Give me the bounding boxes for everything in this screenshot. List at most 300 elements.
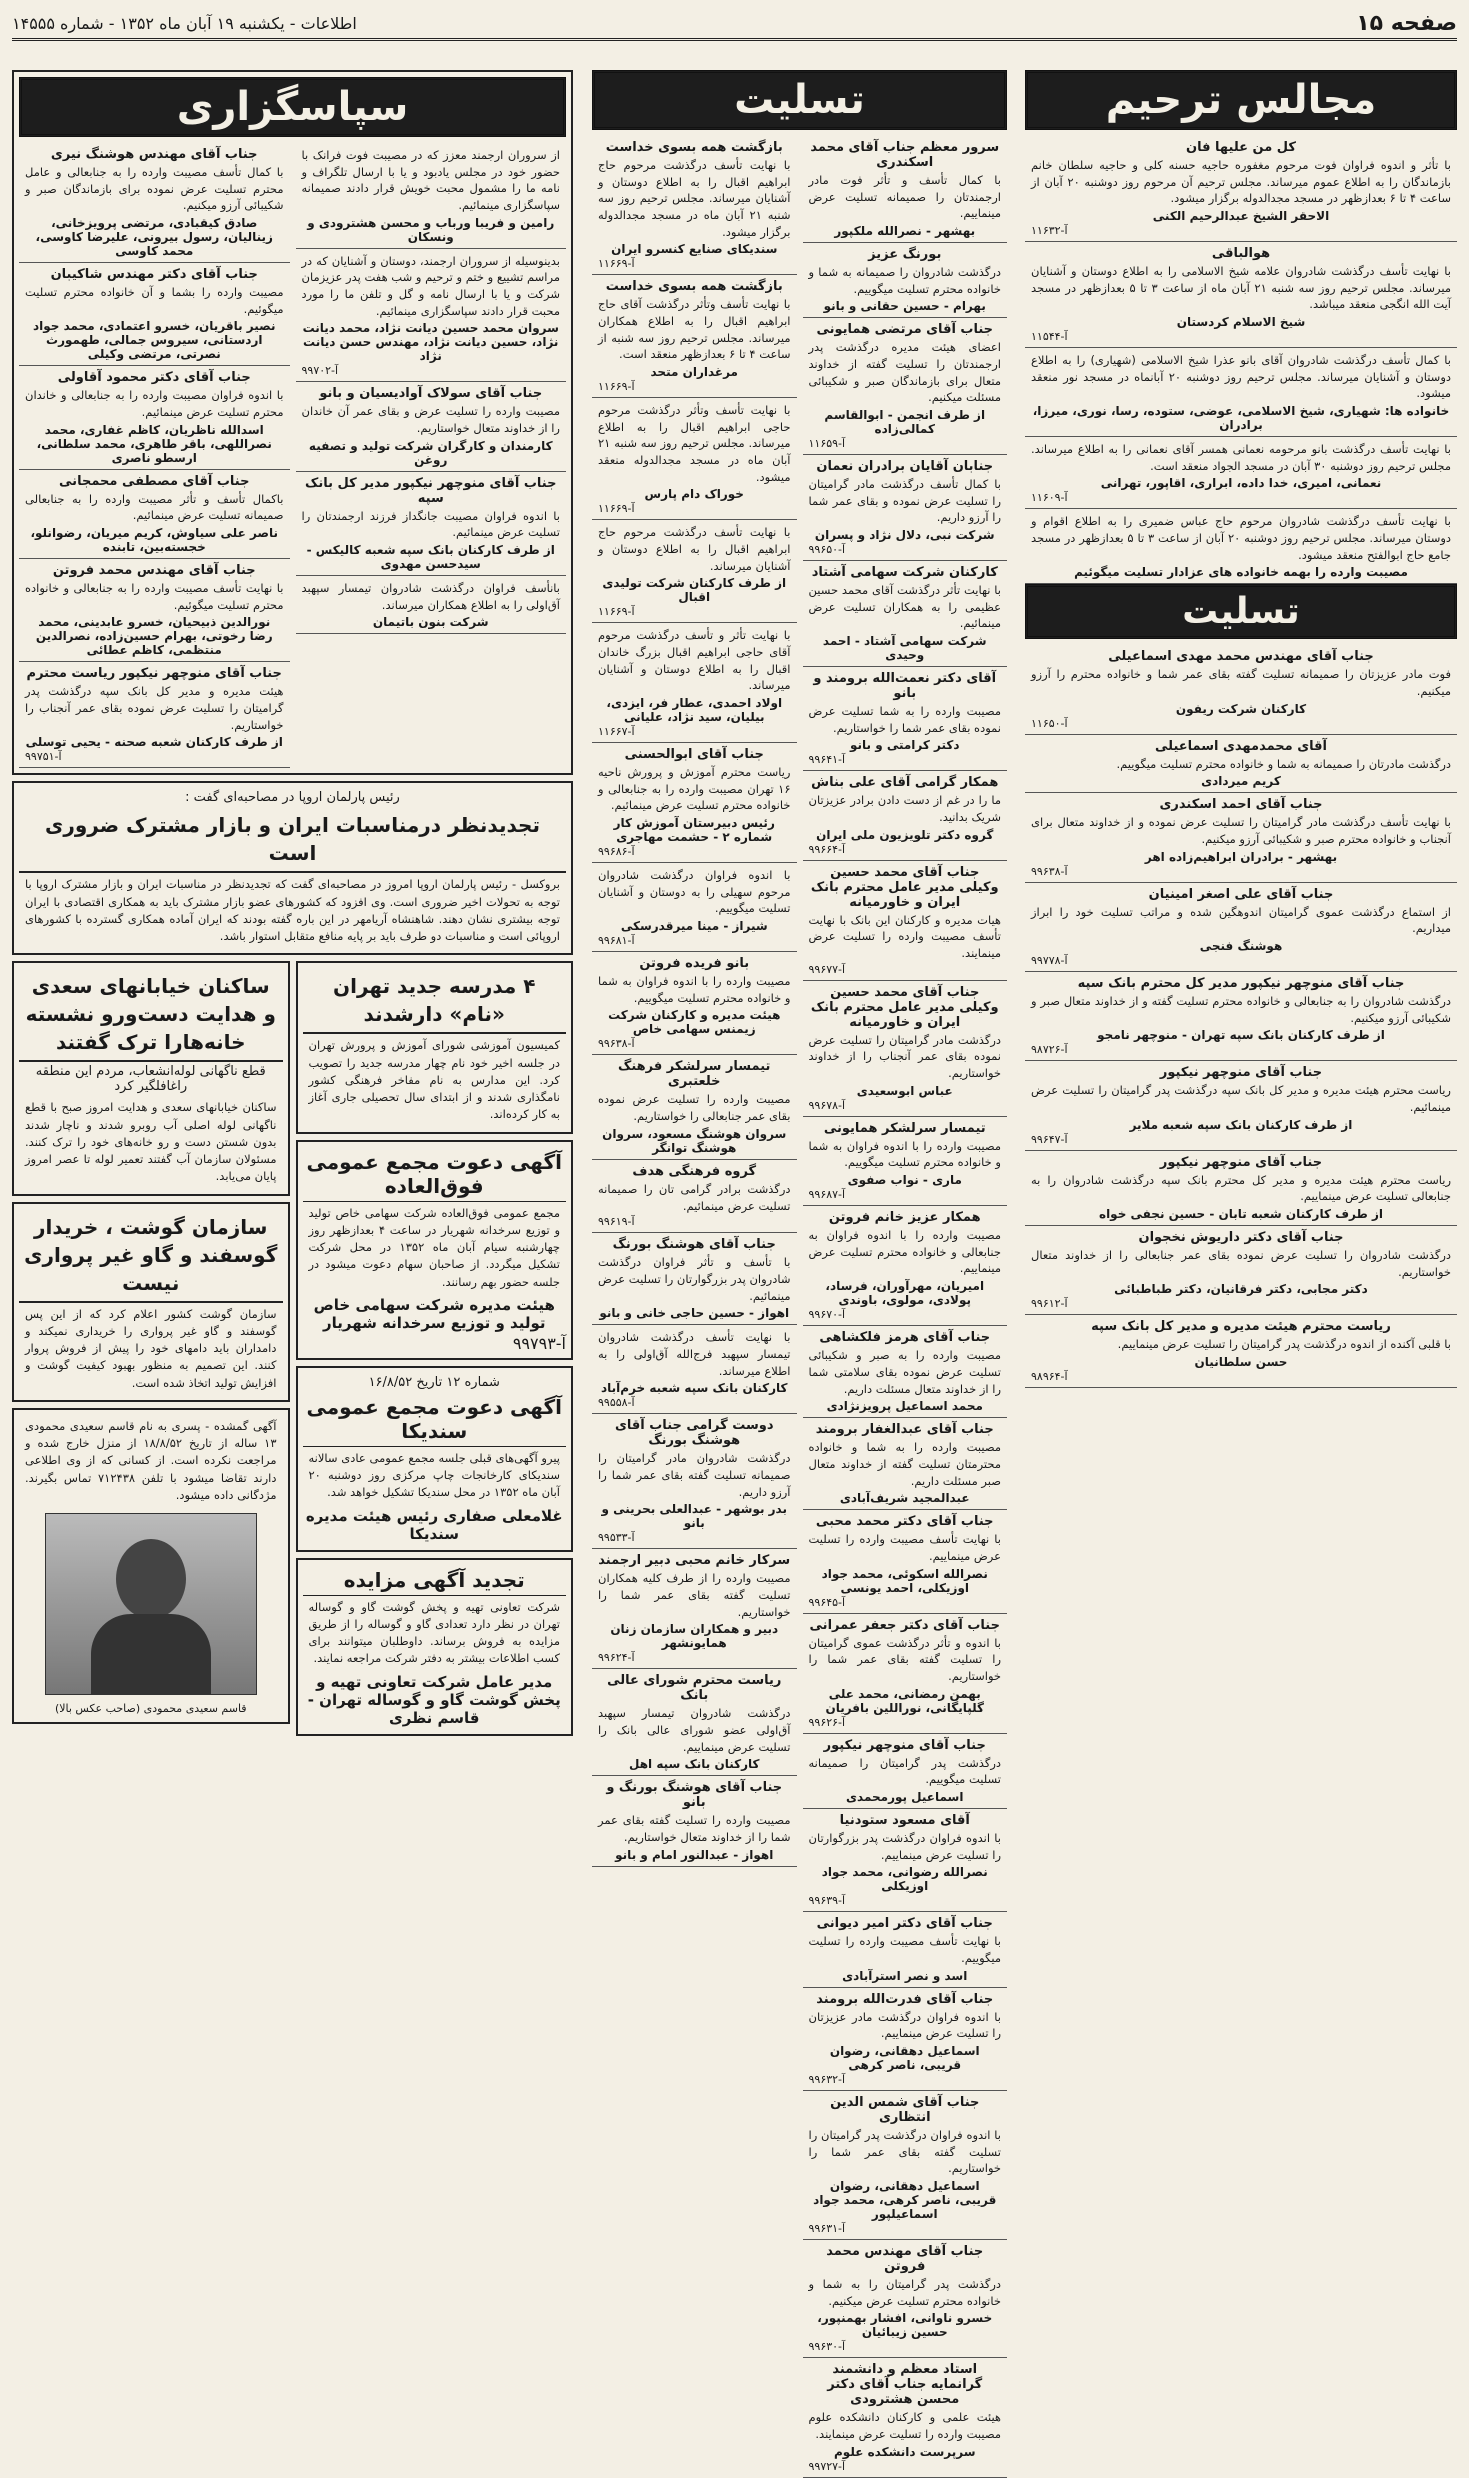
notice-title: جناب آقای منوچهر نیکپور: [1159, 1154, 1323, 1170]
notice: [296, 249, 567, 383]
notice-body: اعضای هیئت مدیره درگذشت پدر ارجمندتان را تسلیت گفته از خداوند متعال برای بازماندگان صبر و شکیبائی مسئلت میکنیم.: [808, 340, 1001, 405]
notice-signature: بهمن رمضانی، محمد علی گلپایگانی، نوراللین بافریان: [825, 1686, 985, 1715]
article-headline: ۴ مدرسه جدید تهران «نام» دارشدند: [303, 968, 567, 1034]
notice-body: درگذشت مادرتان را صمیمانه به شما و خانواده محترم تسلیت میگوییم.: [1116, 756, 1451, 771]
notice-code: آ-۱۱۶۶۹: [598, 257, 635, 271]
banner-condolence-right: تسلیت: [1025, 584, 1457, 639]
notice: [1025, 1226, 1457, 1315]
notice-code: آ-۹۹۶۲۶: [808, 1715, 846, 1729]
notice-code: آ-۹۹۶۴۱: [808, 753, 846, 767]
notice-signature: از طرف کارکنان شعبه تابان - حسین نجفی خواه: [1098, 1207, 1384, 1222]
notice-signature: کارکنان بانک سپه اهل: [629, 1757, 760, 1772]
condolence-notices-middle-b: [592, 136, 797, 2478]
thanks-notices-a: [296, 143, 567, 768]
notice-signature: هیئت مدیره و کارکنان شرکت زیمنس سهامی خاص: [608, 1008, 781, 1037]
notice-signature: رئیس دبیرستان آموزش کار شماره ۲ - حشمت مهاجری: [613, 816, 775, 845]
notice-body: درگذشت پدر گرامیتان را صمیمانه تسلیت میگوییم.: [808, 1755, 1001, 1787]
notice-title: جناب آقای دکتر محمود آقاولی: [57, 370, 251, 386]
ad-body: پیرو آگهی‌های قبلی جلسه مجمع عمومی عادی سالانه سندیکای کارخانجات چاپ مرکزی روز دوشنبه ۲۰ آبان ماه ۱۳۵۲ در محل سندیکا تشکیل خواهد شد.: [308, 1450, 560, 1500]
notice-signature: از طرف کارکنان شرکت تولیدی اقبال: [602, 576, 787, 605]
notice-title: جناب آقای ابوالحسنی: [624, 747, 764, 763]
notice-title: سرور معظم جناب آقای محمد اسکندری: [810, 140, 1000, 170]
ad-body: مجمع عمومی فوق‌العاده شرکت سهامی خاص تولید و توزیع سرخدانه شهریار در ساعت ۴ بعدازظهر روز چهارشنبه سیام آبان ماه ۱۳۵۲ در محل شرکت تشکیل میگردد. از صاحبان سهام دعوت میشود در جلسه حضور بهم رسانند.: [308, 1205, 560, 1289]
notice: [19, 263, 290, 366]
article-meat: [12, 1202, 290, 1402]
notice: [803, 1510, 1008, 1613]
notice: [1025, 242, 1457, 348]
notice: [592, 863, 797, 952]
notice-body: با اندوه و تأثر درگذشت عموی گرامیتان را تسلیت گفته بقای عمر شما را خواستاریم.: [808, 1635, 1001, 1683]
notice-signature: امیریان، مهرآوران، فرساد، پولادی، مولوی، باوندی: [825, 1279, 985, 1308]
notice-body: با نهایت تأثر درگذشت آقای محمد حسین عظیمی را به همکاران تسلیت عرض مینمائیم.: [808, 583, 1001, 631]
notice: [592, 1414, 797, 1549]
notice-title: دوست گرامی جناب آقای هوشنگ بورنگ: [614, 1418, 774, 1449]
notice-title: جناب آقای مهندس محمد مهدی اسماعیلی: [1108, 649, 1374, 665]
notice-signature: محمد اسماعیل پرویزنژادی: [826, 1399, 983, 1414]
notice: [803, 455, 1008, 561]
notice-title: جناب آقای منوچهر نیکپور: [1159, 1065, 1323, 1081]
notice-code: آ-۹۹۶۲۴: [598, 1651, 635, 1665]
notice-code: آ-۹۹۶۳۱: [808, 2221, 846, 2235]
notice: [19, 470, 290, 559]
notice-title: جناب آقای شمس الدین انتظاری: [830, 2094, 980, 2125]
notice: [803, 861, 1008, 981]
photo-caption: قاسم سعیدی محمودی (صاحب عکس بالا): [54, 1702, 247, 1716]
notice-signature: دبیر و همکاران سازمان زنان همایونشهر: [610, 1622, 779, 1651]
notice-signature: از طرف کارکنان بانک سپه تهران - منوچهر نامجو: [1097, 1028, 1385, 1043]
notice: [1025, 437, 1457, 509]
notice-title: جناب آقای دکتر امیر دیوانی: [816, 1916, 993, 1932]
notice-body: ما را در غم از دست دادن برادر عزیزتان شریک بدانید.: [808, 793, 1001, 825]
article-europe: [12, 781, 573, 955]
notice-body: با نهایت تأسف درگذشت شادروان مرحوم حاج عباس ضمیری را به اطلاع اقوام و دوستان میرساند. مجلس ترحیم روز دوشنبه ۲۰ آبان از ساعت ۳ تا ۵ بعدازظهر در مسجد جامع حاج ابوالفتح منعقد میشود.: [1031, 514, 1452, 562]
article-headline: سازمان گوشت ، خریدار گوسفند و گاو غیر پرواری نیست: [19, 1209, 283, 1303]
ad-auction: [296, 1558, 574, 1736]
notice-body: با نهایت تأسف وتأثر درگذشت مرحوم حاجی ابراهیم اقبال را به اطلاع میرساند. مجلس ترحیم روز سه شنبه ۲۱ آبان ماه در مسجد مجدالدوله منعقد میشود.: [598, 403, 791, 484]
notice-body: با تأسف و تأثر فراوان درگذشت شادروان پدر بزرگوارتان را تسلیت عرض مینمائیم.: [598, 1255, 791, 1303]
notice-body: مصیبت وارده را به شما تسلیت عرض نموده بقای عمر شما را خواستاریم.: [808, 704, 1001, 735]
notice-title: تیمسار سرلشکر فرهنگ خلعتبری: [618, 1059, 771, 1090]
notice-body: درگذشت شادروان را به جنابعالی و خانواده محترم تسلیت گفته و از خداوند متعال صبر و شکیبائی آرزو میکنیم.: [1031, 994, 1451, 1025]
notice-title: جناب آقای عبدالغفار برومند: [815, 1422, 994, 1438]
notice: [592, 1233, 797, 1325]
portrait-photo: [45, 1513, 257, 1695]
notice-title: جناب آقای مصطفی محمجانی: [59, 473, 250, 489]
notice-title: جناب آقای محمد حسین وکیلی مدیر عامل محترم بانک ایران و خاورمیانه: [810, 984, 999, 1030]
notice-body: با اندوه فراوان درگذشت شادروان مرحوم سهیلی را به دوستان و آشنایان تسلیت میگوییم.: [598, 868, 791, 916]
notice-signature: اسماعیل دهقانی، رضوان قریبی، ناصر کرهی، محمد جواد اسماعیلپور: [813, 2178, 997, 2221]
notice: [19, 143, 290, 263]
notice-body: مصیبت وارده را با اندوه فراوان به شما و خانواده محترم تسلیت میگوییم.: [598, 974, 791, 1005]
notice-body: با نهایت تأسف درگذشت شادروان تیمسار سپهبد فرج‌الله آق‌اولی را به اطلاع میرساند.: [598, 1330, 791, 1378]
notice-title: جناب آقای منوچهر نیکپور: [823, 1737, 986, 1753]
notice: [19, 662, 290, 768]
notice-title: جناب آقای فدرت‌الله برومند: [816, 1991, 994, 2007]
notice: [803, 771, 1008, 860]
notice-signature: شیخ الاسلام کردستان: [1176, 315, 1306, 330]
notice-code: آ-۹۹۶۷۸: [808, 1098, 846, 1112]
column-middle: [592, 70, 1007, 2478]
notice-signature: عباس ابوسعیدی: [856, 1083, 953, 1098]
notice-signature: گروه دکتر تلویزیون ملی ایران: [816, 827, 994, 842]
notice-body: ریاست محترم هیئت مدیره و مدیر کل محترم بانک سپه درگذشت شادروان را به جنابعالی تسلیت عرض مینماییم.: [1031, 1172, 1451, 1204]
notice: [1025, 645, 1457, 734]
notice-body: باکمال تأسف و تأثر مصیبت وارده را به جنابعالی صمیمانه تسلیت عرض مینمائیم.: [25, 491, 284, 523]
notice-code: آ-۹۹۶۳۲: [808, 2072, 846, 2086]
notice-body: با نهایت تأسف درگذشت مرحوم حاج ابراهیم اقبال را به اطلاع دوستان و آشنایان میرساند. مجلس ترحیم روز سه شنبه ۲۱ آبان ماه در مسجد مجدالدوله برگزار میشود.: [598, 158, 791, 239]
notice-signature: مرغداران متحد: [650, 365, 738, 380]
notice: [803, 561, 1008, 667]
notice-signature: اسدالله ناظریان، کاظم غفاری، محمد نصراللهی، باقر طاهری، محمد سلطانی، ارسطو ناصری: [36, 422, 272, 465]
condolence-notices-middle-a: [803, 136, 1008, 2478]
notice-signature: نعمانی، امیری، خدا داده، ابراری، اقاپور، تهرانی: [1100, 476, 1382, 491]
notice-body: با نهایت تأسف درگذشت مرحوم حاج ابراهیم اقبال را به اطلاع دوستان و آشنایان میرساند.: [598, 525, 791, 573]
notice-title: جناب آقای هرمز فلکشاهی: [819, 1330, 991, 1346]
notice-signature: کارمندان و کارگران شرکت تولید و تصفیه روغن: [308, 438, 553, 467]
notice-body: هیات مدیره و کارکنان این بانک با نهایت تأسف مصیبت وارده را تسلیت عرض مینمایند.: [808, 912, 1001, 961]
notice: [1025, 793, 1457, 882]
notice-body: ریاست محترم هیئت مدیره و مدیر کل بانک سپه درگذشت پدر گرامیتان را تسلیت عرض مینمائیم.: [1031, 1083, 1451, 1115]
notice-body: با نهایت تأسف درگذشت بانو مرحومه نعمانی همسر آقای نعمانی را به اطلاع میرساند. مجلس ترحیم روز دوشنبه ۳۰ آبان در مسجد الجواد منعقد است.: [1031, 442, 1451, 473]
notice-signature: خوراک دام پارس: [644, 487, 744, 502]
ad-body: شرکت تعاونی تهیه و پخش گوشت گاو و گوساله تهران در نظر دارد تعدادی گاو و گوساله را از طریق مزایده به فروش برساند. داوطلبان میتوانند برای کسب اطلاعات بیشتر به دفتر شرکت مراجعه نمایند.: [308, 1599, 560, 1666]
notice: [592, 1669, 797, 1776]
notice-code: آ-۹۹۶۵۰: [808, 543, 846, 557]
notice-body: با اندوه فراوان درگذشت پدر بزرگوارتان را تسلیت عرض مینماییم.: [808, 1830, 1001, 1862]
notice: [1025, 509, 1457, 584]
notice: [803, 981, 1008, 1117]
notice-body: هیئت علمی و کارکنان دانشکده علوم مصیبت وارده را تسلیت عرض مینمایند.: [808, 2410, 1001, 2441]
notice-body: با نهایت تأثر و تأسف درگذشت مرحوم آقای حاجی ابراهیم اقبال بزرگ خاندان اقبال را به اطلاع دوستان و آشنایان میرساند.: [598, 628, 791, 693]
notice: [803, 1206, 1008, 1326]
notice-body: با نهایت تأسف مصیبت وارده را تسلیت عرض مینماییم.: [808, 1532, 1001, 1563]
notice-signature: سندیکای صنایع کنسرو ایران: [611, 242, 778, 257]
notice-signature: شرکت سهامی آشتاد - احمد وحیدی: [822, 634, 987, 663]
ad-code: آ-۹۹۷۹۳: [512, 1333, 566, 1353]
notice-code: آ-۹۹۶۳۹: [808, 1894, 846, 1908]
notice-title: تیمسار سرلشکر همایونی: [823, 1120, 986, 1136]
article-headline: ساکنان خیابانهای سعدی و هدایت دست‌ورو نشسته خانه‌هارا ترک گفتند: [19, 968, 283, 1062]
notice-title: ریاست محترم هیئت مدیره و مدیر کل بانک سپه: [1091, 1319, 1391, 1335]
notice-signature: اولاد احمدی، عطار فر، ایزدی، بیلیان، سید نژاد، علیانی: [606, 696, 783, 725]
notice-title: جناب آقای احمد اسکندری: [1159, 797, 1323, 813]
notice-body: درگذشت برادر گرامی تان را صمیمانه تسلیت عرض مینمائیم.: [598, 1181, 791, 1213]
notice-code: آ-۹۹۶۸۶: [598, 845, 635, 859]
notice-title: بازگشت همه بسوی خداست: [605, 279, 783, 295]
notice-signature: کارکنان شرکت ریفون: [1175, 701, 1307, 716]
notice-signature: اسد و نصر استرآبادی: [842, 1968, 968, 1983]
notice-title: جناب آقای دکتر جعفر عمرانی: [809, 1617, 1000, 1633]
notice: [592, 1055, 797, 1159]
notice: [592, 275, 797, 398]
banner-memorial: مجالس ترحیم: [1025, 70, 1457, 130]
notice: [1025, 883, 1457, 972]
notice-signature: صادق کیقبادی، مرتضی پرویزخانی، زینالیان، رسول بیرونی، علیرضا کاوسی، محمد کاوسی: [35, 216, 273, 259]
notice-signature: اهواز - حسین حاجی خانی و بانو: [599, 1306, 790, 1321]
notice: [19, 366, 290, 469]
notice-title: جناب آقای سولاک آوادیسیان و بانو: [319, 386, 543, 402]
notice-signature: نصیر باقریان، خسرو اعتمادی، محمد جواد اردستانی، سیروس جمالی، طهمورث نصرتی، مرتضی وکیلی: [33, 319, 276, 362]
notice-body: درگذشت شادروان را صمیمانه به شما و خانواده محترم تسلیت میگوییم.: [808, 265, 1001, 296]
notice: [803, 318, 1008, 455]
notice-signature: مصیبت وارده را بهمه خانواده های عزادار تسلیت میگوئیم: [1074, 565, 1408, 580]
notice-title: آقای دکتر نعمت‌الله برومند و بانو: [813, 671, 997, 702]
notice-signature: کریم میردادی: [1201, 774, 1281, 789]
notice-body: درگذشت شادروان را تسلیت عرض نموده بقای عمر جنابعالی را از خداوند متعال خواستاریم.: [1031, 1248, 1451, 1279]
notice-code: آ-۹۹۵۳۳: [598, 1531, 635, 1545]
notice: [1025, 1151, 1457, 1226]
ad-general-assembly: [296, 1140, 574, 1360]
notice-body: درگذشت مادر گرامیتان را تسلیت عرض نموده بقای عمر آنجناب را از خداوند خواستاریم.: [808, 1032, 1001, 1081]
issue-line: اطلاعات - یکشنبه ۱۹ آبان ماه ۱۳۵۲ - شماره ۱۴۵۵۵: [12, 13, 357, 33]
missing-person-ad: [12, 1408, 290, 1724]
notice-signature: حسن سلطانیان: [1194, 1355, 1288, 1370]
notice-body: هیئت مدیره و مدیر کل بانک سپه درگذشت پدر گرامیتان را تسلیت عرض نموده بقای عمر آنجناب را خواستاریم.: [25, 684, 284, 732]
notice-title: جناب آقای محمد حسین وکیلی مدیر عامل محترم بانک ایران و خاورمیانه: [810, 864, 999, 910]
article-water: [12, 961, 290, 1195]
article-body: کمیسیون آموزشی شورای آموزش و پرورش تهران در جلسه اخیر خود نام چهار مدرسه جدید را تصویب کرد. این مدارس به نام مفاخر فرهنگی کشور نامگذاری شدند و از ابتدای سال تحصیلی جاری آغاز به کار کرده‌اند.: [308, 1038, 560, 1122]
column-left: [12, 70, 573, 1742]
notice-title: جناب آقای منوچهر نیکپور ریاست محترم: [26, 666, 282, 682]
article-body: بروکسل - رئیس پارلمان اروپا امروز در مصاحبه‌ای گفت که تجدیدنظر در مناسبات ایران و بازار مشترک اروپا با توجه به تحولات اخیر ضروری است. وی افزود که کشورهای عضو بازار مشترک باید به همکاری اقتصادی با ایران توجه بیشتری نشان دهند. شاهنشاه آریامهر در این باره گفته بودند که ایران آماده همکاری گسترده با کشورهای اروپائی است و مناسبات دو طرف باید بر پایه منافع متقابل استوار باشد.: [25, 877, 560, 944]
banner-thanks: سپاسگزاری: [19, 77, 566, 137]
notice-code: آ-۱۱۶۳۲: [1031, 224, 1068, 238]
notice-signature: الاحقر الشیخ عبدالرحیم الکنی: [1152, 209, 1330, 224]
ad-syndicate: [296, 1366, 574, 1552]
notice-code: آ-۱۱۶۶۹: [598, 605, 635, 619]
notice-code: آ-۱۱۶۶۹: [598, 502, 635, 516]
notice: [803, 667, 1008, 771]
ad-ref: شماره ۱۲ تاریخ ۱۶/۸/۵۲: [368, 1374, 500, 1390]
notice-body: با نهایت تأسف درگذشت مادر گرامیتان را تسلیت عرض نموده و از خداوند متعال برای آنجناب و خانواده محترم صبر و شکیبائی آرزو میکنیم.: [1031, 815, 1451, 847]
notice: [592, 1325, 797, 1414]
thanks-box: [12, 70, 573, 775]
notice-signature: اسماعیل دهقانی، رضوان قریبی، ناصر کرهی: [829, 2043, 980, 2072]
notice-title: جناب آقای مهندس محمد فروتن: [826, 2243, 984, 2274]
notice: [803, 1418, 1008, 1510]
notice-body: با کمال تأسف درگذشت مادر گرامیتان را تسلیت عرض نموده و بقای عمر شما را آرزو داریم.: [808, 477, 1001, 525]
notice-title: ریاست محترم شورای عالی بانک: [607, 1673, 782, 1704]
notice: [1025, 136, 1457, 242]
notice-title: بازگشت همه بسوی خداست: [605, 140, 783, 155]
notice-code: آ-۹۹۶۸۷: [808, 1188, 846, 1202]
article-body: سازمان گوشت کشور اعلام کرد که از این پس گوسفند و گاو غیر پرواری را خریداری نمیکند و دامداران باید دامهای خود را پیش از فروش پروار کنند. این تصمیم به منظور بهبود کیفیت گوشت و افزایش تولید اتخاذ شده است.: [25, 1306, 277, 1390]
notice-body: با نهایت تأسف وتأثر درگذشت آقای حاج ابراهیم اقبال را به اطلاع همکاران میرساند. مجلس ترحیم روز سه شنبه از ساعت ۴ تا ۶ بعدازظهر منعقد است.: [598, 297, 791, 362]
notice-code: آ-۹۹۷۰۲: [301, 364, 339, 378]
notice-body: ریاست محترم آموزش و پرورش ناحیه ۱۶ تهران مصیبت وارده را به جنابعالی و خانواده محترم تسلیت عرض مینمائیم.: [598, 765, 791, 813]
notice-title: همکار عزیز خانم فروتن: [828, 1210, 981, 1226]
notice-code: آ-۹۹۶۶۴: [808, 842, 846, 856]
notice: [1025, 735, 1457, 794]
notice-title: بورنگ عزیز: [868, 247, 942, 263]
notice: [296, 143, 567, 249]
notice-title: جناب آقای دکتر مهندس شاکیبان: [50, 267, 258, 283]
notice-code: آ-۱۱۶۶۹: [598, 380, 635, 394]
notice-title: جناب آقای مهندس هوشنگ نیری: [50, 147, 258, 162]
notice-signature: اسماعیل پورمحمدی: [846, 1789, 964, 1804]
notice-title: جنابان آقایان برادران نعمان: [816, 459, 994, 475]
notice-code: آ-۹۹۶۳۸: [1031, 864, 1068, 878]
notice-title: جناب آقای دکتر داریوش نخجوان: [1138, 1230, 1344, 1246]
condolence-notices-right: [1025, 645, 1457, 1388]
notice-body: با اندوه فراوان درگذشت مادر عزیزتان را تسلیت عرض مینماییم.: [808, 2009, 1001, 2041]
notice-body: مصیبت وارده را تسلیت گفته بقای عمر شما را از خداوند متعال خواستاریم.: [598, 1813, 791, 1844]
notice: [296, 382, 567, 471]
notice: [803, 1326, 1008, 1418]
notice: [1025, 1061, 1457, 1150]
notice-body: با نهایت تأسف مصیبت وارده را به جنابعالی و خانواده محترم تسلیت میگوئیم.: [25, 581, 284, 612]
notice-signature: شرکت بنون باتیمان: [372, 615, 489, 630]
notice-body: با کمال تأسف درگذشت شادروان آقای بانو عذرا شیخ الاسلامی (شهیاری) را به اطلاع دوستان و آشنایان میرساند. مجلس ترحیم روز دوشنبه ۲۰ آبانماه در مسجد نور منعقد میشود.: [1031, 353, 1451, 401]
notice: [592, 520, 797, 623]
notice-body: مصیبت وارده را به شما و خانواده محترمتان تسلیت گفته از خداوند متعال صبر مسئلت داریم.: [808, 1440, 1001, 1488]
article-subhead: قطع ناگهانی لوله‌انشعاب، مردم این منطقه راغافلگیر کرد: [35, 1064, 266, 1095]
notice: [1025, 348, 1457, 437]
banner-condolence-middle: تسلیت: [592, 70, 1007, 130]
notice-title: بانو فریده فروتن: [639, 956, 750, 972]
notice: [592, 1549, 797, 1669]
notice-title: جناب آقای مهندس محمد فروتن: [52, 563, 256, 579]
notice-body: مصیبت وارده را تسلیت عرض و بقای عمر آن خاندان را از خداوند متعال خواستاریم.: [301, 404, 560, 436]
notice-body: درگذشت پدر گرامیتان را به شما و خانواده محترم تسلیت عرض میکنیم.: [808, 2276, 1001, 2308]
page-number: صفحه ۱۵: [1356, 10, 1457, 36]
notice-code: آ-۹۹۶۸۱: [598, 934, 635, 948]
notice-title: جناب آقای هوشنگ بورنگ: [612, 1237, 776, 1253]
notice: [296, 576, 567, 634]
notice-title: جناب آقای علی اصغر امینیان: [1148, 886, 1334, 902]
notice-code: آ-۱۱۶۵۹: [808, 437, 846, 451]
notice: [592, 398, 797, 520]
notice: [19, 559, 290, 662]
notice-body: مصیبت وارده را تسلیت عرض نموده بقای عمر جنابعالی را خواستاریم.: [598, 1092, 791, 1124]
notice-body: با کمال تأسف مصیبت وارده را به جنابعالی و عامل محترم تسلیت عرض نموده برای بازماندگان صبر و شکیبائی آرزو میکنیم.: [25, 165, 284, 213]
notice-body: درگذشت شادروان مادر گرامیتان را صمیمانه تسلیت گفته بقای عمر شما را آرزو داریم.: [598, 1451, 791, 1499]
notice-signature: نصرالله رضوانی، محمد جواد اوزیکلی: [821, 1865, 988, 1894]
notice-signature: اهواز - عبدالنور امام و بانو: [615, 1847, 774, 1862]
ad-signature: هیئت مدیره شرکت سهامی خاص تولید و توزیع سرخدانه شهریار: [313, 1295, 555, 1332]
notice-signature: نورالدین ذبیحیان، خسرو عابدینی، محمد رضا رخوتی، بهرام حسین‌زاده، نصرالدین منتظمی، کاظم عطائی: [35, 615, 273, 658]
notice-signature: کارکنان بانک سپه شعبه خرم‌آباد: [601, 1381, 788, 1396]
notice-title: سرکار خانم محبی دبیر ارجمند: [598, 1553, 791, 1569]
notice-code: آ-۱۱۶۶۷: [598, 725, 635, 739]
notice-code: آ-۹۹۶۷۷: [808, 962, 846, 976]
notice-signature: ماری - نواب صفوی: [847, 1173, 962, 1188]
notice-title: جناب آقای مرتضی همایونی: [816, 322, 994, 338]
notice-code: آ-۹۹۶۱۲: [1031, 1297, 1068, 1311]
notice-signature: عبدالمجید شریف‌آبادی: [839, 1491, 970, 1506]
notice: [803, 1912, 1008, 1987]
notice-code: آ-۹۹۷۷۸: [1031, 954, 1068, 968]
notice-body: با نهایت تأسف مصیبت وارده را تسلیت میگوییم.: [808, 1934, 1001, 1965]
notice-title: کارکنان شرکت سهامی آشتاد: [811, 565, 998, 581]
article-schools: [296, 961, 574, 1133]
notice: [803, 243, 1008, 318]
notice: [1025, 1315, 1457, 1388]
notice-signature: از طرف کارکنان بانک سپه شعبه ملایر: [1129, 1117, 1353, 1132]
notice-body: فوت مادر عزیزتان را صمیمانه تسلیت گفته بقای عمر شما و خانواده محترم را آرزو میکنیم.: [1031, 667, 1451, 699]
notice: [1025, 972, 1457, 1061]
notice-code: آ-۹۹۶۳۰: [808, 2340, 846, 2354]
notice-body: مصیبت وارده را با اندوه فراوان به شما و خانواده محترم تسلیت میگوییم.: [808, 1138, 1001, 1170]
notice-title: جناب آقای دکتر محمد محبی: [815, 1514, 994, 1530]
notice: [803, 1614, 1008, 1734]
notice-code: آ-۹۸۹۶۴: [1031, 1370, 1068, 1384]
notice-code: آ-۹۸۷۲۶: [1031, 1043, 1068, 1057]
notice-body: بانأسف فراوان درگذشت شادروان تیمسار سپهبد آق‌اولی را به اطلاع همکاران میرساند.: [301, 581, 560, 612]
notice-title: کل من علیها فان: [1186, 140, 1296, 155]
notice-signature: شرکت نبی، دلال نژاد و پسران: [814, 528, 995, 543]
notice: [803, 1988, 1008, 2091]
memorial-notices: [1025, 136, 1457, 584]
notice: [592, 623, 797, 743]
ad-signature: مدیر عامل شرکت تعاونی تهیه و پخش گوشت گاو و گوساله تهران - قاسم نظری: [307, 1672, 561, 1727]
notice-code: آ-۹۹۶۴۷: [1031, 1132, 1068, 1146]
notice-body: با اندوه فراوان درگذشت پدر گرامیتان را تسلیت گفته بقای عمر شما را خواستاریم.: [808, 2127, 1001, 2176]
notice-signature: از طرف کارکنان بانک سپه شعبه کالیکس - سیدحسن مهدوی: [306, 543, 555, 572]
notice-signature: خانواده ها: شهیاری، شیخ الاسلامی، عوضی، ستوده، رسا، نوری، میرزا، برادران: [1032, 404, 1450, 433]
notice-code: آ-۱۱۶۵۰: [1031, 716, 1068, 730]
notice: [803, 2358, 1008, 2477]
notice: [803, 1734, 1008, 1809]
notice-signature: رامین و فریبا ورباب و محسن هشترودی و ونسکان: [307, 215, 555, 244]
notice: [803, 2240, 1008, 2358]
notice-signature: بدر بوشهر - عبدالعلی بحرینی و بانو: [601, 1502, 787, 1531]
notice: [592, 136, 797, 275]
notice-title: جناب آقای منوچهر نیکپور مدیر کل بانک سپه: [305, 475, 557, 506]
notice-code: آ-۹۹۷۲۷: [808, 2459, 846, 2473]
article-headline: تجدیدنظر درمناسبات ایران و بازار مشترک ضروری است: [19, 807, 566, 873]
notice-signature: سرپرست دانشکده علوم: [834, 2444, 976, 2459]
notice-body: بدینوسیله از سروران ارجمند، دوستان و آشنایان که در مراسم تشییع و ختم و ترحیم و شب هفت پدر عزیزمان شرکت و یا با ارسال نامه و گل و تلفن ما را مورد محبت قرار دادند سپاسگزاری مینمائیم.: [301, 253, 560, 318]
notice-signature: بهرام - حسین حقانی و بانو: [823, 299, 986, 314]
notice-signature: نصرالله اسکوئی، محمد جواد اوزیکلی، احمد یونسی: [821, 1566, 988, 1595]
notice: [592, 1160, 797, 1233]
notice-signature: دکتر کرامتی و بانو: [849, 738, 960, 753]
notice-signature: سروان هوشنگ مسعود، سروان هوشنگ توانگر: [602, 1126, 787, 1155]
notice-code: آ-۹۹۶۱۹: [598, 1215, 635, 1229]
notice-body: با کمال تأسف و تأثر فوت مادر ارجمندتان را صمیمانه تسلیت عرض مینماییم.: [808, 173, 1001, 221]
notice-signature: از طرف کارکنان شعبه صحنه - یحیی توسلی: [25, 735, 283, 750]
notice-body: مصیبت وارده را به صبر و شکیبائی تسلیت عرض نموده بقای سلامتی شما را از خداوند متعال مسئلت داریم.: [808, 1348, 1001, 1396]
notice-body: با اندوه فراوان مصیبت جانگداز فرزند ارجمندتان را تسلیت عرض مینمائیم.: [301, 508, 560, 540]
notice: [592, 1776, 797, 1866]
notice-title: همکار گرامی آقای علی بناش: [811, 775, 999, 791]
notice-signature: بهشهر - برادران ابراهیم‌زاده اهر: [1144, 849, 1338, 864]
notice-signature: هوشنگ فنجی: [1199, 939, 1283, 954]
notice-title: استاد معظم و دانشمند گرانمایه جناب آقای دکتر محسن هشترودی: [827, 2362, 983, 2408]
ad-title: آگهی دعوت مجمع عمومی سندیکا: [303, 1392, 567, 1447]
notice-title: گروه فرهنگی هدف: [632, 1163, 757, 1179]
notice-code: آ-۹۹۵۵۸: [598, 1396, 635, 1410]
notice-title: هوالباقی: [1211, 246, 1271, 262]
notice-code: آ-۹۹۶۳۸: [598, 1037, 635, 1051]
notice-body: مصیبت وارده را از طرف کلیه همکاران تسلیت گفته بقای عمر شما را خواستاریم.: [598, 1571, 791, 1619]
page-header: [12, 8, 1457, 41]
missing-body: آگهی گمشده - پسری به نام قاسم سعیدی محمودی ۱۳ ساله از تاریخ ۱۸/۸/۵۲ از منزل خارج شده و مراجعت نکرده است. از کسانی که از وی اطلاعی دارند تقاضا میشود با تلفن ۷۱۲۴۳۸ تماس بگیرند. مژدگانی داده میشود.: [25, 1418, 277, 1502]
notice-body: مصیبت وارده را بشما و آن خانواده محترم تسلیت میگوئیم.: [25, 285, 284, 316]
notice-signature: دکتر مجابی، دکتر فرقانیان، دکتر طباطبائی: [1114, 1282, 1368, 1297]
notice-body: با نهایت تأسف درگذشت شادروان علامه شیخ الاسلامی را به اطلاع دوستان و آشنایان میرساند. مجلس ترحیم روز سه شنبه ۲۱ آبان ماه از ساعت ۳ تا ۵ بعدازظهر در مسجد آیت الله انگجی منعقد میباشد.: [1031, 264, 1452, 312]
notice-body: از استماع درگذشت عموی گرامیتان اندوهگین شده و مراتب تسلیت خود را ابراز میداریم.: [1031, 904, 1451, 936]
notice-body: با اندوه فراوان مصیبت وارده را به جنابعالی و خاندان محترم تسلیت عرض مینمائیم.: [25, 388, 284, 420]
notice-title: جناب آقای منوچهر نیکپور مدیر کل محترم بانک سپه: [1077, 976, 1405, 992]
ad-title: تجدید آگهی مزایده: [303, 1565, 567, 1596]
notice-signature: ناصر علی سیاوش، کریم میریان، رضوانلو، خجسته‌بین، تابنده: [30, 526, 279, 555]
notice: [803, 1809, 1008, 1912]
notice-signature: از طرف انجمن - ابوالقاسم کمالی‌زاده: [824, 408, 986, 437]
thanks-notices-b: [19, 143, 290, 768]
notice: [803, 1117, 1008, 1206]
